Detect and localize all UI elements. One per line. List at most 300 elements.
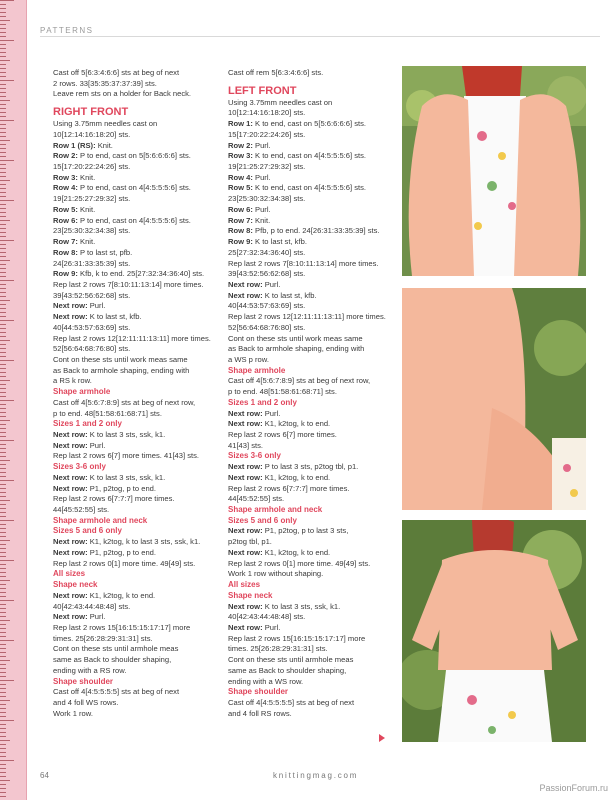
ruler-tick	[0, 292, 6, 293]
ruler-tick	[0, 620, 10, 621]
instruction-text: Rep last 2 rows 15[16:15:15:17:17] more	[53, 622, 191, 632]
instruction-line	[228, 441, 396, 452]
instruction-text: Purl.	[252, 140, 271, 150]
instruction-text: K to end, cast on 5[5:6:6:6:6] sts.	[252, 119, 367, 129]
photo-cardigan-back	[402, 520, 586, 742]
ruler-tick	[0, 660, 10, 661]
instruction-line	[53, 612, 221, 623]
watermark: PassionForum.ru	[539, 783, 608, 793]
instruction-line	[228, 344, 396, 355]
instruction-text: as Back to armhole shaping, ending with	[228, 344, 365, 354]
ruler-tick	[0, 216, 6, 217]
instruction-text: 2 rows. 33[35:35:37:37:39] sts.	[53, 78, 157, 88]
continue-arrow-icon	[379, 734, 385, 742]
ruler-tick	[0, 792, 6, 793]
ruler-tick	[0, 120, 14, 121]
instruction-text: Rep last 2 rows 12[12:11:11:13:11] more times.	[228, 312, 386, 322]
instruction-text: P to end, cast on 4[4:5:5:5:6] sts.	[77, 215, 191, 225]
subsection-heading: Sizes 3-6 only	[53, 462, 106, 472]
instruction-text: a RS k row.	[53, 376, 92, 386]
instruction-text: Cast off 5[6:3:4:6:6] sts at beg of next	[53, 68, 180, 77]
row-label: Row 1 (RS):	[53, 140, 96, 150]
instruction-text: Purl.	[262, 408, 281, 418]
instruction-line	[53, 398, 221, 409]
ruler-tick	[0, 40, 14, 41]
footer-site-url: knittingmag.com	[273, 771, 359, 780]
instruction-text: Purl.	[252, 204, 271, 214]
instruction-text: Work 1 row.	[53, 708, 93, 718]
row-label: Row 1:	[228, 119, 253, 129]
ruler-tick	[0, 388, 6, 389]
instruction-line	[228, 216, 396, 227]
instruction-text: Purl.	[252, 172, 271, 182]
ruler-tick	[0, 440, 14, 441]
instruction-line	[228, 269, 396, 280]
ruler-tick	[0, 152, 6, 153]
ruler-tick	[0, 652, 6, 653]
instruction-line	[228, 194, 396, 205]
subsection-heading: Shape neck	[53, 580, 98, 590]
instruction-text: Rep last 2 rows 6[7:7:7] more times.	[53, 494, 175, 504]
instruction-line	[228, 183, 396, 194]
instruction-line	[53, 312, 221, 323]
instruction-line	[228, 698, 396, 709]
row-label: Row 5:	[53, 204, 78, 214]
instruction-text: Rep last 2 rows 15[16:15:15:17:17] more	[228, 633, 366, 643]
ruler-tick	[0, 772, 6, 773]
instruction-line	[53, 334, 221, 345]
ruler-tick	[0, 332, 6, 333]
ruler-tick	[0, 204, 6, 205]
ruler-tick	[0, 668, 6, 669]
instruction-line	[53, 602, 221, 613]
row-label: Next row:	[228, 408, 263, 418]
instruction-text: P to last st, pfb.	[77, 247, 133, 257]
instruction-text: Cont on these sts until work meas same	[53, 354, 188, 364]
instruction-line	[53, 205, 221, 216]
instruction-line	[53, 409, 221, 420]
instruction-text: Work 1 row without shaping.	[228, 569, 324, 579]
row-label: Next row:	[228, 279, 263, 289]
ruler-tick	[0, 140, 10, 141]
ruler-tick	[0, 4, 6, 5]
row-label: Next row:	[53, 430, 88, 439]
row-label: Next row:	[228, 526, 263, 536]
ruler-tick	[0, 452, 6, 453]
instruction-text: 40[42:43:44:48:48] sts.	[53, 601, 131, 611]
ruler-tick	[0, 100, 10, 101]
ruler-tick	[0, 24, 6, 25]
ruler-tick	[0, 544, 6, 545]
instruction-line	[228, 473, 396, 484]
ruler-tick	[0, 760, 14, 761]
instruction-text: 25[27:32:34:36:40] sts.	[228, 247, 306, 257]
instruction-line	[53, 666, 221, 677]
section-heading: LEFT FRONT	[228, 84, 297, 97]
instruction-text: 10[12:14:16:18:20] sts.	[53, 129, 131, 139]
ruler-tick	[0, 136, 6, 137]
ruler-tick	[0, 716, 6, 717]
instruction-text: K to end, cast on 4[4:5:5:5:6] sts.	[252, 183, 367, 193]
instruction-text: 40[42:43:44:48:48] sts.	[228, 612, 306, 622]
instruction-line	[228, 226, 396, 237]
instruction-text: K to last 3 sts, ssk, k1.	[87, 472, 166, 482]
ruler-tick	[0, 436, 6, 437]
photo-cardigan-front	[402, 66, 586, 276]
instruction-line	[53, 194, 221, 205]
ruler-tick	[0, 36, 6, 37]
ruler-tick	[0, 640, 14, 641]
instruction-line	[228, 259, 396, 270]
ruler-tick	[0, 28, 6, 29]
ruler-tick	[0, 308, 6, 309]
row-label: Row 3:	[53, 172, 78, 182]
instruction-line	[53, 441, 221, 452]
instruction-text: K to last st, kfb.	[262, 290, 317, 300]
ruler-tick	[0, 456, 6, 457]
instruction-text: ending with a WS row.	[228, 676, 304, 686]
instruction-text: Kfb, k to end. 25[27:32:34:36:40] sts.	[77, 269, 205, 279]
ruler-tick	[0, 104, 6, 105]
row-label: Next row:	[53, 590, 88, 600]
ruler-tick	[0, 400, 14, 401]
ruler-tick	[0, 708, 6, 709]
instruction-text: K1, k2tog, k to end.	[87, 590, 156, 600]
ruler-tick	[0, 572, 6, 573]
ruler-tick	[0, 48, 6, 49]
instruction-line	[228, 409, 396, 420]
instruction-line	[53, 248, 221, 259]
instruction-line	[228, 323, 396, 334]
ruler-tick	[0, 736, 6, 737]
instruction-line	[228, 376, 396, 387]
ruler-tick	[0, 780, 10, 781]
row-label: Next row:	[53, 472, 88, 482]
ruler-tick	[0, 580, 10, 581]
instruction-line	[228, 559, 396, 570]
ruler-tick	[0, 316, 6, 317]
instruction-line	[53, 291, 221, 302]
ruler-tick	[0, 364, 6, 365]
row-label: Next row:	[53, 312, 88, 322]
instruction-line	[228, 355, 396, 366]
instruction-text: Cast off 4[5:6:7:8:9] sts at beg of next row,	[228, 376, 371, 386]
row-label: Row 4:	[228, 172, 253, 182]
instruction-text: K1, k2tog, k to end.	[262, 419, 331, 429]
ruler-tick	[0, 480, 14, 481]
instruction-text: K to last 3 sts, ssk, k1.	[87, 430, 166, 439]
ruler-tick	[0, 676, 6, 677]
ruler-tick	[0, 284, 6, 285]
ruler-tick	[0, 404, 6, 405]
ruler-tick	[0, 744, 6, 745]
instruction-text: K to last st, kfb.	[252, 237, 307, 247]
ruler-tick	[0, 416, 6, 417]
instruction-text: Purl.	[87, 440, 106, 450]
ruler-tick	[0, 432, 6, 433]
ruler-tick	[0, 168, 6, 169]
instruction-text: Cast off rem 5[6:3:4:6:6] sts.	[228, 68, 324, 77]
instruction-text: K1, k2tog, k to last 3 sts, ssk, k1.	[87, 537, 201, 547]
instruction-text: Knit.	[77, 237, 96, 247]
ruler-tick	[0, 624, 6, 625]
instruction-text: Knit.	[95, 140, 113, 150]
ruler-tick	[0, 116, 6, 117]
ruler-tick	[0, 372, 6, 373]
ruler-tick	[0, 164, 6, 165]
instruction-text: 39[43:52:56:62:68] sts.	[228, 269, 306, 279]
ruler-tick	[0, 688, 6, 689]
ruler-tick	[0, 636, 6, 637]
ruler-tick	[0, 748, 6, 749]
instruction-line	[53, 505, 221, 516]
ruler-tick	[0, 0, 14, 1]
instruction-line	[53, 130, 221, 141]
instruction-line	[228, 526, 396, 537]
ruler-tick	[0, 148, 6, 149]
ruler-tick	[0, 608, 6, 609]
instruction-text: P1, p2tog, p to end.	[87, 483, 157, 493]
instruction-line	[53, 548, 221, 559]
instruction-line	[53, 216, 221, 227]
ruler-tick	[0, 680, 14, 681]
instruction-text: 10[12:14:16:18:20] sts.	[228, 108, 306, 118]
ruler-tick	[0, 144, 6, 145]
ruler-tick	[0, 176, 6, 177]
instruction-text: Pfb, p to end. 24[26:31:33:35:39] sts.	[252, 226, 380, 236]
instruction-text: ending with a RS row.	[53, 665, 127, 675]
instruction-text: 52[56:64:68:76:80] sts.	[228, 322, 306, 332]
ruler-tick	[0, 180, 10, 181]
ruler-tick	[0, 468, 6, 469]
row-label: Next row:	[228, 290, 263, 300]
row-label: Next row:	[228, 462, 263, 472]
instruction-text: K to last 3 sts, ssk, k1.	[262, 601, 341, 611]
section-label: PATTERNS	[40, 26, 94, 35]
ruler-tick	[0, 304, 6, 305]
ruler-tick	[0, 776, 6, 777]
instruction-text: same as Back to shoulder shaping,	[228, 665, 347, 675]
ruler-tick	[0, 320, 14, 321]
ruler-tick	[0, 520, 14, 521]
ruler-tick	[0, 408, 6, 409]
instruction-text: Rep last 2 rows 0[1] more time. 49[49] sts.	[53, 558, 196, 568]
instruction-text: 23[25:30:32:34:38] sts.	[53, 226, 131, 236]
ruler-tick	[0, 656, 6, 657]
subsection-heading: Sizes 1 and 2 only	[53, 419, 122, 429]
ruler-tick	[0, 484, 6, 485]
instruction-line	[53, 591, 221, 602]
instruction-line	[228, 68, 396, 79]
header-divider	[40, 36, 600, 37]
instruction-text: Rep last 2 rows 12[12:11:11:13:11] more times.	[53, 333, 211, 343]
instruction-line	[228, 248, 396, 259]
instruction-text: Cont on these sts until work meas same	[228, 333, 363, 343]
ruler-tick	[0, 160, 14, 161]
instruction-line	[53, 687, 221, 698]
instruction-text: K1, k2tog, k to end.	[262, 547, 331, 557]
ruler-tick	[0, 740, 10, 741]
ruler-tick	[0, 236, 6, 237]
instruction-text: p to end. 48[51:58:61:68:71] sts.	[53, 408, 162, 418]
ruler-tick	[0, 64, 6, 65]
instruction-text: and 4 foll RS rows.	[228, 708, 292, 718]
ruler-tick	[0, 192, 6, 193]
ruler-tick	[0, 612, 6, 613]
subsection-heading: Sizes 1 and 2 only	[228, 397, 297, 407]
ruler-tick	[0, 512, 6, 513]
instruction-text: times. 25[26:28:29:31:31] sts.	[53, 633, 153, 643]
instruction-text: K to last st, kfb.	[87, 312, 142, 322]
instruction-text: Using 3.75mm needles cast on	[53, 119, 158, 129]
instruction-line	[228, 666, 396, 677]
instruction-line	[53, 68, 221, 79]
row-label: Row 8:	[53, 247, 78, 257]
ruler-tick	[0, 156, 6, 157]
instruction-text: 24[26:31:33:35:39] sts.	[53, 258, 131, 268]
subsection-heading: Shape armhole and neck	[228, 505, 323, 515]
instruction-line	[228, 709, 396, 720]
instruction-line	[228, 623, 396, 634]
ruler-tick	[0, 92, 6, 93]
row-label: Next row:	[228, 547, 263, 557]
instruction-line	[228, 484, 396, 495]
ruler-tick	[0, 448, 6, 449]
ruler-tick	[0, 588, 6, 589]
instruction-line	[53, 451, 221, 462]
ruler-tick	[0, 344, 6, 345]
instruction-text: times. 25[26:28:29:31:31] sts.	[228, 644, 328, 654]
ruler-tick	[0, 128, 6, 129]
ruler-tick	[0, 532, 6, 533]
ruler-tick	[0, 376, 6, 377]
ruler-tick	[0, 424, 6, 425]
ruler-tick	[0, 56, 6, 57]
instruction-line	[53, 344, 221, 355]
instruction-text: Cont on these sts until armhole meas	[53, 644, 179, 654]
instruction-text: Cast off 4[4:5:5:5:5] sts at beg of next	[228, 697, 355, 707]
ruler-tick	[0, 44, 6, 45]
row-label: Row 6:	[53, 215, 78, 225]
ruler-tick	[0, 248, 6, 249]
instruction-text: Using 3.75mm needles cast on	[228, 97, 333, 107]
instruction-text: 41[43] sts.	[228, 440, 264, 450]
instruction-line	[228, 205, 396, 216]
row-label: Next row:	[53, 483, 88, 493]
ruler-tick	[0, 108, 6, 109]
instruction-line	[53, 151, 221, 162]
ruler-tick	[0, 392, 6, 393]
instruction-text: Purl.	[87, 612, 106, 622]
instruction-line	[228, 494, 396, 505]
instruction-line	[228, 334, 396, 345]
ruler-tick	[0, 84, 6, 85]
instruction-text: a WS p row.	[228, 354, 269, 364]
instruction-text: same as Back to shoulder shaping,	[53, 655, 172, 665]
ruler-tick	[0, 576, 6, 577]
subsection-heading: All sizes	[53, 569, 86, 579]
row-label: Row 9:	[228, 237, 253, 247]
ruler-tick	[0, 124, 6, 125]
ruler-tick	[0, 268, 6, 269]
instruction-text: K to end, cast on 4[4:5:5:5:6] sts.	[252, 151, 367, 161]
instruction-line	[53, 655, 221, 666]
row-label: Row 6:	[228, 204, 253, 214]
ruler-tick	[0, 96, 6, 97]
ruler-tick	[0, 696, 6, 697]
ruler-tick	[0, 212, 6, 213]
row-label: Next row:	[228, 622, 263, 632]
instruction-line	[228, 677, 396, 688]
instruction-text: and 4 foll WS rows.	[53, 697, 119, 707]
ruler-tick	[0, 296, 6, 297]
instruction-text: 40[44:53:57:63:69] sts.	[53, 322, 131, 332]
instruction-text: Purl.	[262, 622, 281, 632]
instruction-line	[228, 280, 396, 291]
ruler-tick	[0, 460, 10, 461]
page-number: 64	[40, 771, 49, 780]
instruction-line	[53, 269, 221, 280]
row-label: Row 7:	[228, 215, 253, 225]
ruler-tick	[0, 228, 6, 229]
instruction-text: P1, p2tog, p to end.	[87, 547, 157, 557]
instruction-text: Knit.	[77, 172, 96, 182]
ruler-tick	[0, 352, 6, 353]
instruction-line	[53, 623, 221, 634]
row-label: Next row:	[228, 601, 263, 611]
instruction-text: P1, p2tog, p to last 3 sts,	[262, 526, 349, 536]
ruler-tick	[0, 644, 6, 645]
ruler-tick	[0, 252, 6, 253]
instruction-line	[53, 644, 221, 655]
ruler-tick	[0, 420, 10, 421]
ruler-tick	[0, 548, 6, 549]
instruction-line	[228, 130, 396, 141]
instruction-text: Knit.	[77, 204, 96, 214]
ruler-tick	[0, 768, 6, 769]
row-label: Next row:	[53, 547, 88, 557]
ruler-tick	[0, 672, 6, 673]
instruction-line	[53, 473, 221, 484]
ruler-tick	[0, 516, 6, 517]
ruler-tick	[0, 52, 6, 53]
ruler-tick	[0, 596, 6, 597]
ruler-tick	[0, 712, 6, 713]
ruler-tick	[0, 628, 6, 629]
ruler-tick	[0, 472, 6, 473]
ruler-tick	[0, 184, 6, 185]
instruction-line	[53, 494, 221, 505]
ruler-tick	[0, 260, 10, 261]
ruler-tick	[0, 764, 6, 765]
ruler-tick	[0, 32, 6, 33]
subsection-heading: Shape neck	[228, 590, 273, 600]
ruler-tick	[0, 756, 6, 757]
row-label: Row 3:	[228, 151, 253, 161]
ruler-tick	[0, 704, 6, 705]
ruler-tick	[0, 488, 6, 489]
instruction-line	[53, 355, 221, 366]
instruction-text: 52[56:64:68:76:80] sts.	[53, 344, 131, 354]
instruction-text: K1, k2tog, k to end.	[262, 472, 331, 482]
ruler-tick	[0, 564, 6, 565]
ruler-tick	[0, 700, 10, 701]
row-label: Row 9:	[53, 269, 78, 279]
instruction-text: as Back to armhole shaping, ending with	[53, 365, 190, 375]
instruction-line	[228, 108, 396, 119]
ruler-tick	[0, 536, 6, 537]
ruler-tick	[0, 692, 6, 693]
